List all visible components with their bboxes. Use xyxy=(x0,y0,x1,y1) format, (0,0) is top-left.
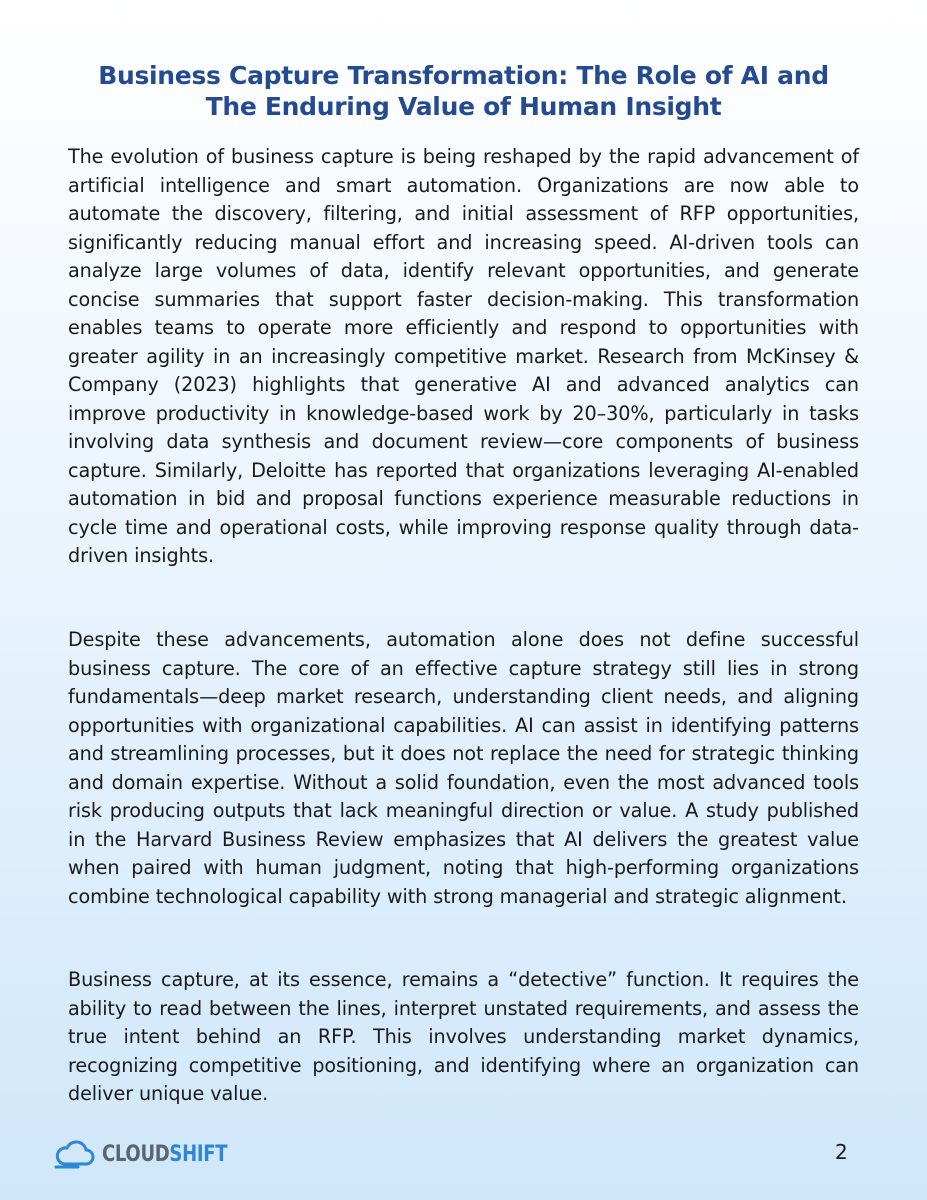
page-title xyxy=(60,60,867,122)
logo-text-shift: SHIFT xyxy=(169,1141,228,1167)
body-paragraph-1: The evolution of business capture is being reshaped by the rapid advancement of artificial intelligence and smart automation. Organizations are now able to automate the discovery, filtering, and initial assessment of RFP opportunities, significantly reducing manual effort and increasing speed. AI-driven tools can analyze large volumes of data, identify relevant opportunities, and generate concise summaries that support faster decision-making. This transformation enables teams to operate more efficiently and respond to opportunities with greater agility in an increasingly competitive market. Research from McKinsey & Company (2023) highlights that generative AI and advanced analytics can improve productivity in knowledge-based work by 20–30%, particularly in tasks involving data synthesis and document review—core components of business capture. Similarly, Deloitte has reported that organizations leveraging AI-enabled automation in bid and proposal functions experience measurable reductions in cycle time and operational costs, while improving response quality through data-driven insights. xyxy=(68,145,859,567)
body-paragraph-2: Despite these advancements, automation alone does not define successful business capture. The core of an effective capture strategy still lies in strong fundamentals—deep market research, understanding client needs, and aligning opportunities with organizational capabilities. AI can assist in identifying patterns and streamlining processes, but it does not replace the need for strategic thinking and domain expertise. Without a solid foundation, even the most advanced tools risk producing outputs that lack meaningful direction or value. A study published in the Harvard Business Review emphasizes that AI delivers the greatest value when paired with human judgment, noting that high-performing organizations combine technological capability with strong managerial and strategic alignment. xyxy=(68,628,859,908)
page-number: 2 xyxy=(835,1140,848,1164)
logo-wordmark xyxy=(102,1142,227,1167)
title-line-1: Business Capture Transformation: The Role of AI and xyxy=(98,61,829,90)
cloud-icon xyxy=(54,1138,96,1170)
title-line-2: The Enduring Value of Human Insight xyxy=(205,92,722,121)
logo-text-cloud: CLOUD xyxy=(102,1141,170,1167)
body-paragraph-3: Business capture, at its essence, remains a “detective” function. It requires the ability to read between the lines, interpret unstated requirements, and assess the true intent behind an RFP. This involves understanding market dynamics, recognizing competitive positioning, and identifying where an organization can deliver unique value. xyxy=(68,968,859,1105)
cloudshift-logo xyxy=(54,1136,255,1172)
